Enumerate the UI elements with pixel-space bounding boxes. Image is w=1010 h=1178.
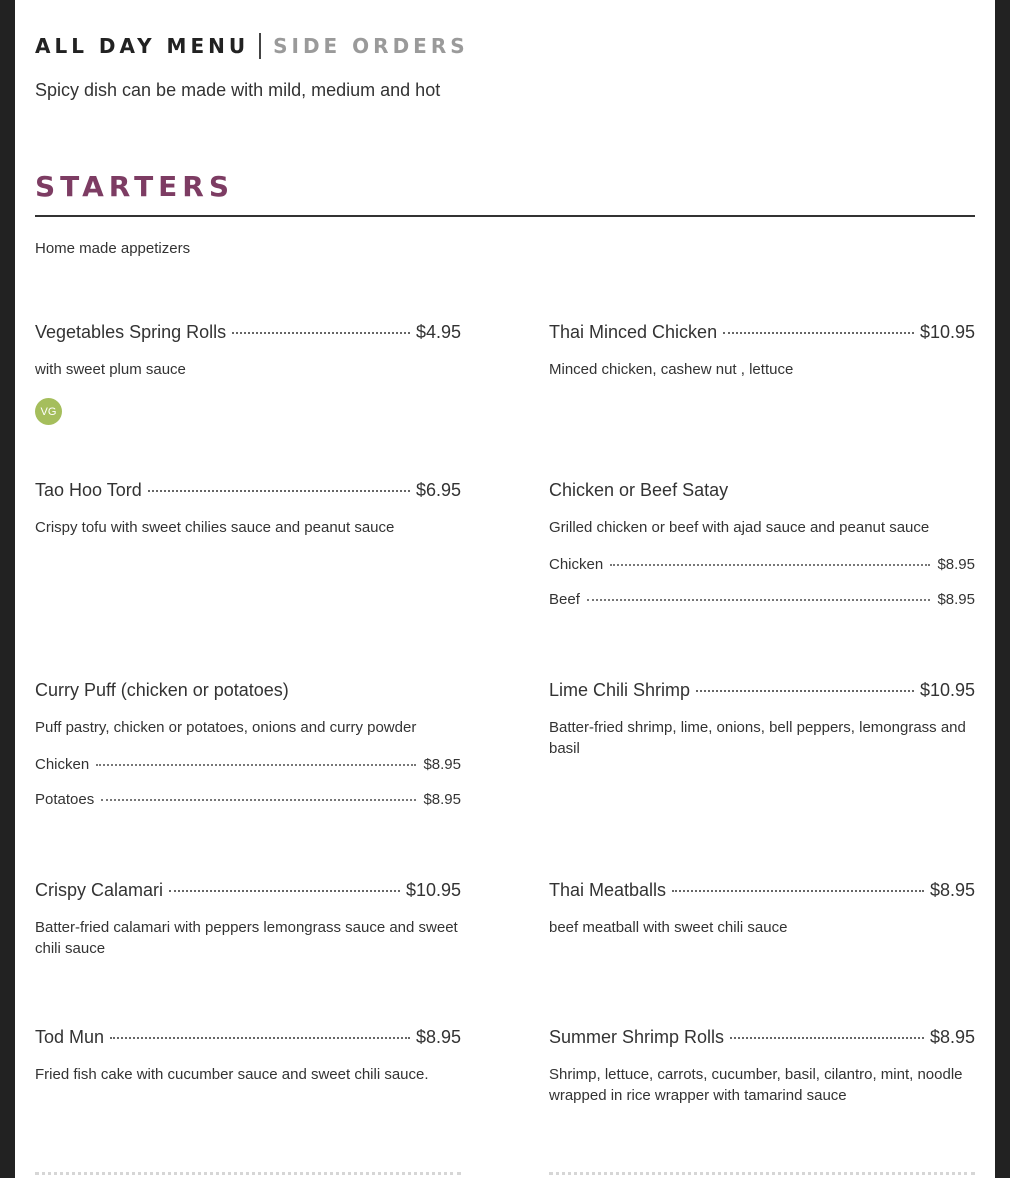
item-name: Vegetables Spring Rolls	[35, 322, 227, 342]
variant-price: $8.95	[937, 556, 975, 573]
item-name: Chicken or Beef Satay	[549, 480, 729, 500]
item-description: beef meatball with sweet chili sauce	[549, 919, 788, 936]
dot-leader	[587, 599, 931, 601]
item-price: $6.95	[415, 480, 461, 500]
item-price: $8.95	[415, 1027, 461, 1047]
section-title: STARTERS	[35, 170, 235, 203]
cut-off-row	[35, 1172, 461, 1178]
menu-page	[15, 0, 995, 1178]
menu-item	[35, 880, 461, 959]
dot-leader	[148, 490, 410, 492]
dot-leader	[730, 1037, 924, 1039]
section-subtitle: Home made appetizers	[35, 240, 191, 257]
dot-leader	[101, 799, 416, 801]
dot-leader	[96, 764, 416, 766]
variant-name: Potatoes	[35, 791, 95, 808]
item-price: $10.95	[405, 880, 461, 900]
item-description: Batter-fried shrimp, lime, onions, bell peppers, lemongrass and basil	[549, 719, 966, 757]
dot-leader	[723, 332, 914, 334]
variant-list	[549, 556, 975, 611]
menu-item	[35, 322, 461, 425]
item-name: Thai Minced Chicken	[549, 322, 718, 342]
variant-row	[35, 791, 461, 811]
item-name: Thai Meatballs	[549, 880, 667, 900]
menu-item	[549, 1027, 975, 1106]
item-price: $10.95	[919, 680, 975, 700]
dot-leader	[672, 890, 924, 892]
item-description: Batter-fried calamari with peppers lemongrass sauce and sweet chili sauce	[35, 919, 458, 957]
item-name: Lime Chili Shrimp	[549, 680, 691, 700]
variant-price: $8.95	[423, 756, 461, 773]
dot-leader	[232, 332, 410, 334]
item-name: Tao Hoo Tord	[35, 480, 142, 500]
cut-off-row	[549, 1172, 975, 1178]
variant-name: Chicken	[35, 756, 90, 773]
side-orders-link[interactable]: SIDE ORDERS	[273, 34, 469, 58]
dot-leader	[110, 1037, 410, 1039]
item-name: Summer Shrimp Rolls	[549, 1027, 725, 1047]
menu-item	[35, 1027, 461, 1085]
variant-row	[549, 591, 975, 611]
variant-price: $8.95	[937, 591, 975, 608]
item-price: $4.95	[415, 322, 461, 342]
menu-header	[35, 33, 469, 59]
menu-item	[35, 480, 461, 538]
spicy-note: Spicy dish can be made with mild, medium and hot	[35, 80, 441, 100]
menu-item	[549, 880, 975, 938]
item-description: Crispy tofu with sweet chilies sauce and peanut sauce	[35, 519, 395, 536]
item-price: $8.95	[929, 880, 975, 900]
dot-leader	[696, 690, 914, 692]
section-divider	[35, 215, 975, 217]
item-description: Shrimp, lettuce, carrots, cucumber, basil, cilantro, mint, noodle wrapped in rice wrapper with tamarind sauce	[549, 1066, 963, 1104]
item-name: Curry Puff (chicken or potatoes)	[35, 680, 289, 700]
menu-item	[549, 322, 975, 380]
item-description: Minced chicken, cashew nut , lettuce	[549, 361, 794, 378]
header-divider	[259, 33, 261, 59]
menu-item	[549, 680, 975, 759]
menu-title: ALL DAY MENU	[35, 34, 250, 58]
item-description: Fried fish cake with cucumber sauce and sweet chili sauce.	[35, 1066, 429, 1083]
dot-leader	[169, 890, 400, 892]
item-description: Puff pastry, chicken or potatoes, onions and curry powder	[35, 719, 417, 736]
item-price: $8.95	[929, 1027, 975, 1047]
item-name: Tod Mun	[35, 1027, 105, 1047]
item-name: Crispy Calamari	[35, 880, 164, 900]
variant-row	[35, 756, 461, 776]
item-description: with sweet plum sauce	[35, 361, 186, 378]
variant-row	[549, 556, 975, 576]
variant-name: Chicken	[549, 556, 604, 573]
item-price: $10.95	[919, 322, 975, 342]
menu-item	[35, 680, 461, 811]
variant-name: Beef	[549, 591, 580, 608]
vegan-badge: VG	[35, 398, 62, 425]
item-description: Grilled chicken or beef with ajad sauce and peanut sauce	[549, 519, 930, 536]
menu-item	[549, 480, 975, 611]
dot-leader	[610, 564, 930, 566]
variant-price: $8.95	[423, 791, 461, 808]
variant-list	[35, 756, 461, 811]
